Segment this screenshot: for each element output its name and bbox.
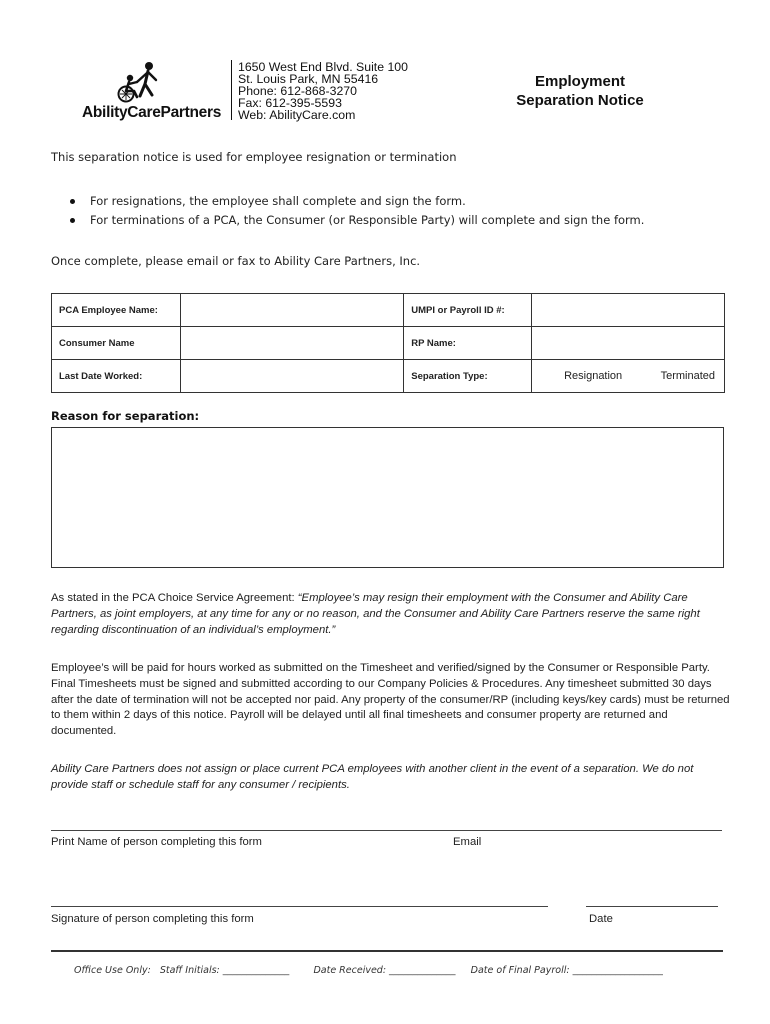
web-line: Web: AbilityCare.com — [238, 108, 356, 122]
date-final-payroll-field: Date of Final Payroll: ___________________ — [470, 965, 663, 976]
reason-textarea[interactable] — [51, 427, 724, 568]
rp-name-label: RP Name: — [404, 327, 532, 360]
office-use-row — [74, 965, 663, 976]
separation-type-label: Separation Type: — [404, 360, 532, 393]
company-logo-text: AbilityCarePartners — [82, 104, 222, 121]
separation-type-field — [532, 360, 725, 393]
last-date-worked-label: Last Date Worked: — [52, 360, 181, 393]
pca-employee-name-field[interactable] — [180, 294, 403, 327]
phone-line: Phone: 612-868-3270 — [238, 84, 357, 98]
agreement-quote: “Employee’s may resign their employment with the Consumer and Ability Care Partners, as joint employers, at any time for any or no reason, and the Consumer and Ability Care Partners reserve the same right regarding discontinuation of an individual’s employment.” — [51, 592, 700, 636]
office-use-label: Office Use Only: — [74, 965, 151, 976]
consumer-name-field[interactable] — [180, 327, 403, 360]
instruction-list — [70, 192, 644, 230]
last-date-worked-field[interactable] — [180, 360, 403, 393]
umpi-field[interactable] — [532, 294, 725, 327]
payment-paragraph: Employee’s will be paid for hours worked as submitted on the Timesheet and verified/signed by the Consumer or Responsible Party. Final Timesheets must be signed and submitted according to our Company Policies & Procedures. Any timesheet submitted 30 days after the date of termination will not be accepted nor paid. Any property of the consumer/RP (including keys/key cards) must be returned to them within 2 days of this notice. Payroll will be delayed until all final timesheets and consumer property are returned and documented. — [51, 662, 730, 738]
date-received-field: Date Received: ______________ — [313, 965, 456, 976]
address-line: 1650 West End Blvd. Suite 100 — [238, 60, 408, 74]
signature-line[interactable] — [51, 906, 548, 907]
list-item: For resignations, the employee shall complete and sign the form. — [70, 192, 644, 211]
submit-instruction: Once complete, please email or fax to Ability Care Partners, Inc. — [51, 254, 421, 268]
rp-name-field[interactable] — [532, 327, 725, 360]
title-line: Employment — [534, 73, 625, 90]
placement-paragraph: Ability Care Partners does not assign or place current PCA employees with another client in the event of a separation. We do not provide staff or schedule staff for any consumer / recipients. — [51, 763, 694, 791]
fax-line: Fax: 612-395-5593 — [238, 96, 342, 110]
list-item: For terminations of a PCA, the Consumer (or Responsible Party) will complete and sign the form. — [70, 211, 644, 230]
resignation-option[interactable]: Resignation — [564, 370, 623, 382]
employee-info-table — [51, 293, 725, 393]
intro-text: This separation notice is used for employee resignation or termination — [51, 150, 457, 164]
agreement-prefix: As stated in the PCA Choice Service Agreement: — [51, 592, 298, 604]
print-name-line[interactable] — [51, 830, 722, 831]
title-line: Separation Notice — [516, 92, 644, 109]
company-address-block — [238, 61, 408, 121]
table-row — [52, 360, 725, 393]
print-name-label: Print Name of person completing this form — [51, 836, 262, 848]
signature-label: Signature of person completing this form — [51, 913, 254, 925]
agreement-paragraph — [51, 591, 731, 638]
date-line[interactable] — [586, 906, 718, 907]
logo-figure-icon — [112, 58, 172, 104]
footer-divider — [51, 950, 723, 952]
table-row — [52, 327, 725, 360]
page-title — [490, 72, 670, 110]
consumer-name-label: Consumer Name — [52, 327, 181, 360]
header-divider — [231, 60, 232, 120]
address-line: St. Louis Park, MN 55416 — [238, 72, 379, 86]
table-row — [52, 294, 725, 327]
reason-label: Reason for separation: — [51, 409, 200, 423]
date-label: Date — [589, 913, 613, 925]
umpi-label: UMPI or Payroll ID #: — [404, 294, 532, 327]
pca-employee-name-label: PCA Employee Name: — [52, 294, 181, 327]
email-label: Email — [453, 836, 482, 848]
terminated-option[interactable]: Terminated — [660, 370, 715, 382]
staff-initials-field: Staff Initials: ______________ — [159, 965, 290, 976]
